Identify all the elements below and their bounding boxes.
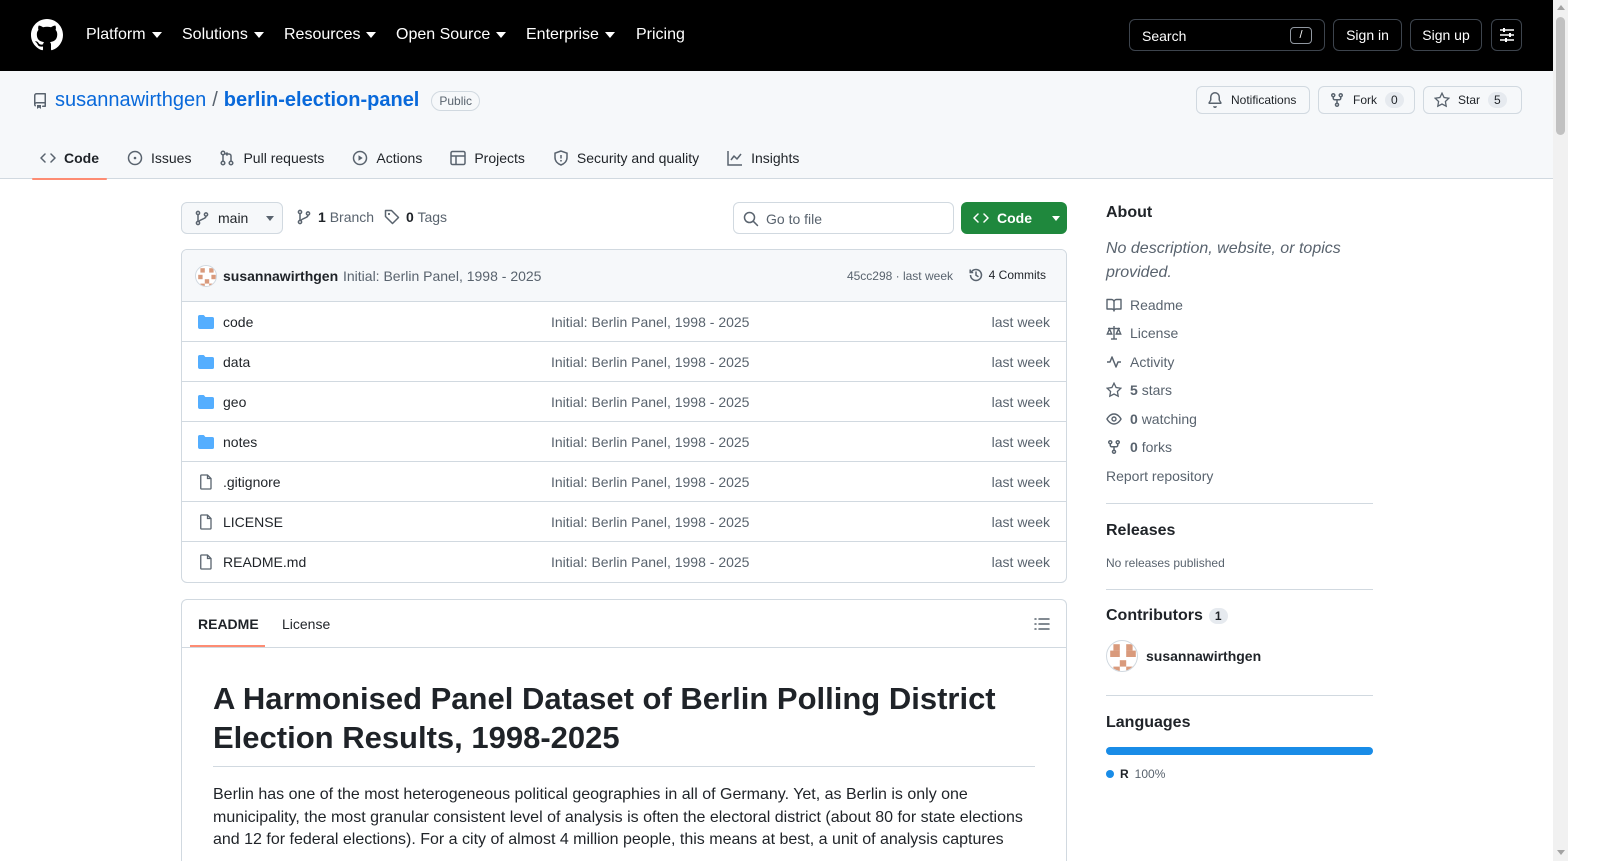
- nav-enterprise[interactable]: [526, 24, 615, 46]
- forks-label: forks: [1141, 439, 1173, 455]
- graph-icon: [727, 150, 743, 166]
- file-date: last week: [991, 514, 1050, 530]
- branch-name: main: [218, 210, 249, 226]
- file-icon: [198, 474, 214, 490]
- branches-link[interactable]: [296, 209, 374, 225]
- sliders-icon: [1499, 27, 1515, 43]
- avatar[interactable]: [1106, 640, 1138, 672]
- folder-icon: [198, 434, 214, 450]
- tab-actions[interactable]: [344, 137, 430, 179]
- nav-open-source-label: Open Source: [396, 26, 491, 43]
- readme-tabs: [182, 600, 1066, 648]
- nav-platform-label: Platform: [86, 26, 146, 43]
- tag-icon: [384, 209, 400, 225]
- file-commit-message[interactable]: Initial: Berlin Panel, 1998 - 2025: [551, 314, 750, 330]
- nav-enterprise-label: Enterprise: [526, 26, 599, 43]
- caret-down-icon: [266, 216, 274, 221]
- file-name-link[interactable]: data: [223, 354, 251, 370]
- notifications-label: Notifications: [1231, 93, 1297, 107]
- tab-license[interactable]: License: [282, 616, 331, 632]
- file-date: last week: [991, 554, 1050, 570]
- file-date: last week: [991, 474, 1050, 490]
- sign-up-button[interactable]: Sign up: [1410, 19, 1482, 51]
- forks-link[interactable]: [1106, 439, 1172, 455]
- tag-count: 0: [406, 209, 414, 225]
- global-header: [0, 0, 1553, 71]
- fork-count: 0: [1385, 92, 1404, 108]
- file-name-link[interactable]: README.md: [223, 554, 307, 570]
- report-repository-link[interactable]: Report repository: [1106, 468, 1214, 484]
- repo-owner-link[interactable]: susannawirthgen: [55, 89, 207, 111]
- tab-code[interactable]: [32, 137, 107, 179]
- branch-count-label: Branch: [329, 209, 375, 225]
- tab-projects[interactable]: [442, 137, 533, 179]
- file-commit-message[interactable]: Initial: Berlin Panel, 1998 - 2025: [551, 394, 750, 410]
- nav-pricing-label: Pricing: [636, 26, 685, 43]
- contributors-count: 1: [1209, 608, 1228, 624]
- folder-icon: [198, 354, 214, 370]
- fork-icon: [1106, 439, 1122, 455]
- scroll-up-arrow-icon[interactable]: [1557, 5, 1565, 10]
- file-browser: [181, 249, 1067, 583]
- stars-label: stars: [1141, 382, 1173, 398]
- nav-solutions-label: Solutions: [182, 26, 248, 43]
- file-date: last week: [991, 434, 1050, 450]
- chevron-down-icon: [496, 32, 506, 38]
- file-commit-message[interactable]: Initial: Berlin Panel, 1998 - 2025: [551, 554, 750, 570]
- file-name-link[interactable]: notes: [223, 434, 258, 450]
- folder-icon: [198, 314, 214, 330]
- play-circle-icon: [352, 150, 368, 166]
- contributors-title: Contributors: [1106, 607, 1203, 624]
- nav-solutions[interactable]: [182, 24, 264, 46]
- file-name-link[interactable]: geo: [223, 394, 247, 410]
- license-link[interactable]: [1106, 325, 1178, 341]
- visibility-badge: Public: [431, 91, 480, 111]
- tags-link[interactable]: [384, 209, 447, 225]
- releases-empty-text: No releases published: [1106, 556, 1225, 570]
- commits-history-link[interactable]: [968, 267, 1046, 283]
- history-icon: [968, 267, 984, 283]
- stars-count: 5: [1130, 382, 1138, 398]
- file-row[interactable]: [182, 342, 1066, 382]
- file-name-link[interactable]: code: [223, 314, 254, 330]
- readme-link-label: Readme: [1130, 297, 1183, 313]
- eye-icon: [1106, 411, 1122, 427]
- activity-link-label: Activity: [1130, 354, 1175, 370]
- file-name-link[interactable]: LICENSE: [223, 514, 283, 530]
- issue-icon: [127, 150, 143, 166]
- license-link-label: License: [1130, 325, 1179, 341]
- file-date: last week: [991, 394, 1050, 410]
- search-button[interactable]: [1129, 19, 1325, 51]
- tab-actions-label: Actions: [376, 150, 423, 166]
- branch-selector[interactable]: [181, 202, 283, 234]
- tab-readme[interactable]: README: [198, 616, 259, 632]
- file-row[interactable]: [182, 502, 1066, 542]
- language-item[interactable]: [1106, 767, 1165, 781]
- readme-title: A Harmonised Panel Dataset of Berlin Polling District Election Results, 1998-2025: [213, 679, 1035, 767]
- bell-icon: [1207, 92, 1223, 108]
- table-icon: [450, 150, 466, 166]
- file-date: last week: [991, 314, 1050, 330]
- search-icon: [743, 211, 759, 227]
- tab-issues-label: Issues: [151, 150, 192, 166]
- fork-label: Fork: [1353, 93, 1377, 107]
- commit-hash-time[interactable]: 45cc298 · last week: [846, 269, 953, 283]
- file-commit-message[interactable]: Initial: Berlin Panel, 1998 - 2025: [551, 354, 750, 370]
- star-label: Star: [1458, 93, 1481, 107]
- search-shortcut-key: /: [1290, 27, 1312, 44]
- branch-count: 1: [318, 209, 326, 225]
- chevron-down-icon: [152, 32, 162, 38]
- about-description: No description, website, or topics provided.: [1106, 240, 1341, 281]
- watching-link[interactable]: [1106, 411, 1197, 427]
- go-to-file-input[interactable]: [733, 202, 954, 234]
- latest-commit-bar: [182, 250, 1066, 302]
- folder-icon: [198, 394, 214, 410]
- fork-button[interactable]: [1318, 86, 1415, 114]
- nav-resources[interactable]: [284, 24, 376, 46]
- language-bar: [1106, 747, 1373, 755]
- sidebar-divider: [1106, 695, 1373, 696]
- scroll-down-arrow-icon[interactable]: [1557, 850, 1565, 855]
- file-icon: [198, 554, 214, 570]
- forks-count: 0: [1130, 439, 1138, 455]
- scrollbar-thumb[interactable]: [1556, 17, 1565, 135]
- nav-pricing[interactable]: [636, 24, 685, 46]
- readme-paragraph: Berlin has one of the most heterogeneous political geographies in all of Germany. Yet, as Berlin is only one municipality, the most granular consistent level of analysis is often the electoral district (about 80 for state elections and 12 for federal elections). For a city of almost 4 million people, this means at best, a unit of analysis captures: [213, 786, 1023, 848]
- repo-title-separator: /: [212, 89, 218, 111]
- releases-heading[interactable]: Releases: [1106, 522, 1176, 539]
- caret-down-icon: [1052, 216, 1060, 221]
- tab-projects-label: Projects: [474, 150, 525, 166]
- file-row[interactable]: [182, 542, 1066, 582]
- law-icon: [1106, 325, 1122, 341]
- file-date: last week: [991, 354, 1050, 370]
- contributor-name[interactable]: susannawirthgen: [1146, 648, 1262, 664]
- shield-icon: [553, 150, 569, 166]
- language-name: R: [1120, 767, 1129, 781]
- contributors-heading[interactable]: [1106, 607, 1228, 625]
- about-heading: About: [1106, 204, 1153, 221]
- star-count: 5: [1488, 92, 1507, 108]
- code-icon: [40, 150, 56, 166]
- code-download-button[interactable]: [961, 202, 1067, 234]
- code-button-label: Code: [997, 210, 1032, 226]
- repo-title: [55, 89, 480, 112]
- search-label: Search: [1142, 28, 1187, 44]
- languages-heading: Languages: [1106, 714, 1191, 731]
- identicon-icon: [196, 266, 217, 287]
- pulse-icon: [1106, 354, 1122, 370]
- file-row[interactable]: [182, 422, 1066, 462]
- go-to-file-placeholder: Go to file: [766, 211, 823, 227]
- chevron-down-icon: [605, 32, 615, 38]
- tab-pull-requests[interactable]: [211, 137, 332, 179]
- language-color-dot: [1106, 770, 1114, 778]
- file-commit-message[interactable]: Initial: Berlin Panel, 1998 - 2025: [551, 514, 750, 530]
- commit-author-link[interactable]: susannawirthgen: [223, 268, 339, 284]
- chevron-down-icon: [366, 32, 376, 38]
- appearance-settings-button[interactable]: [1491, 19, 1522, 51]
- file-row[interactable]: [182, 462, 1066, 502]
- file-commit-message[interactable]: Initial: Berlin Panel, 1998 - 2025: [551, 434, 750, 450]
- pull-request-icon: [219, 150, 235, 166]
- nav-platform[interactable]: [86, 24, 162, 46]
- star-button[interactable]: [1423, 86, 1522, 114]
- branch-icon: [296, 209, 312, 225]
- readme-link[interactable]: [1106, 297, 1183, 313]
- tab-security[interactable]: [545, 137, 707, 179]
- sidebar-divider: [1106, 503, 1373, 504]
- branch-icon: [194, 210, 210, 226]
- file-name-link[interactable]: .gitignore: [223, 474, 281, 490]
- file-row[interactable]: [182, 382, 1066, 422]
- list-outline-icon[interactable]: [1034, 616, 1050, 632]
- identicon-icon: [1107, 641, 1138, 672]
- repo-header: [0, 71, 1553, 179]
- fork-icon: [1329, 92, 1345, 108]
- sign-in-button[interactable]: Sign in: [1333, 19, 1402, 51]
- tab-insights[interactable]: [719, 137, 807, 179]
- star-icon: [1434, 92, 1450, 108]
- stars-link[interactable]: [1106, 382, 1172, 398]
- contributor-item[interactable]: [1106, 640, 1261, 672]
- watching-count: 0: [1130, 411, 1138, 427]
- tab-code-label: Code: [64, 150, 99, 166]
- activity-link[interactable]: [1106, 354, 1174, 370]
- commits-count-label: 4 Commits: [988, 268, 1046, 282]
- language-percent: 100%: [1134, 767, 1166, 781]
- repo-icon: [32, 93, 48, 109]
- book-icon: [1106, 297, 1122, 313]
- file-row[interactable]: [182, 302, 1066, 342]
- file-icon: [198, 514, 214, 530]
- tab-issues[interactable]: [119, 137, 199, 179]
- watching-label: watching: [1141, 411, 1197, 427]
- nav-open-source[interactable]: [396, 24, 506, 46]
- chevron-down-icon: [254, 32, 264, 38]
- nav-resources-label: Resources: [284, 26, 361, 43]
- tab-insights-label: Insights: [751, 150, 800, 166]
- commit-message-link[interactable]: Initial: Berlin Panel, 1998 - 2025: [343, 268, 542, 284]
- avatar[interactable]: [195, 265, 217, 287]
- repo-name-link[interactable]: berlin-election-panel: [223, 89, 420, 111]
- active-tab-underline: [190, 645, 265, 647]
- tab-pull-requests-label: Pull requests: [243, 150, 325, 166]
- tab-security-label: Security and quality: [576, 150, 700, 166]
- code-icon: [973, 210, 989, 226]
- sidebar-divider: [1106, 589, 1373, 590]
- repo-tabs: [32, 137, 819, 179]
- github-logo-icon[interactable]: [31, 19, 63, 51]
- file-commit-message[interactable]: Initial: Berlin Panel, 1998 - 2025: [551, 474, 750, 490]
- notifications-button[interactable]: [1196, 86, 1310, 114]
- star-icon: [1106, 382, 1122, 398]
- tag-count-label: Tags: [417, 209, 448, 225]
- readme-panel: [181, 599, 1067, 861]
